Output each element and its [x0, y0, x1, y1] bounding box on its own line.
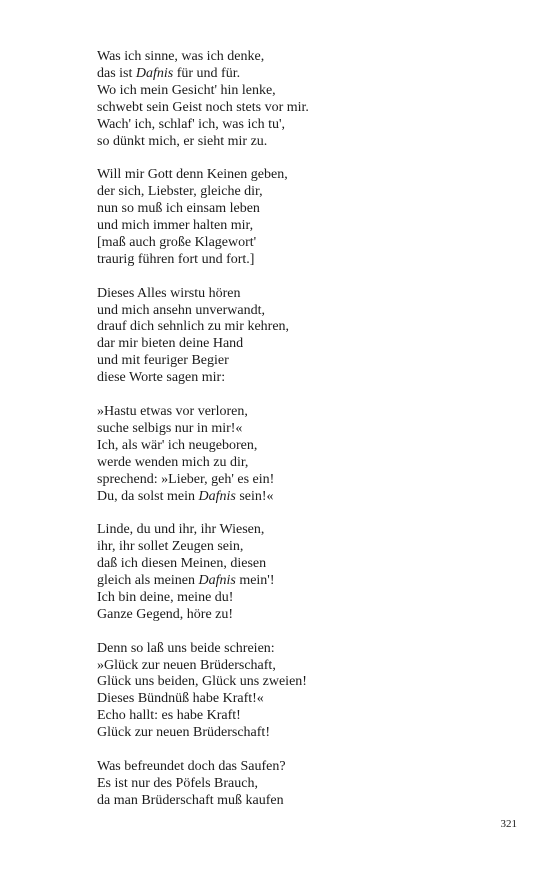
line-segment: Glück uns beiden, Glück uns zweien! — [97, 674, 307, 690]
line-segment: Ganze Gegend, höre zu! — [97, 606, 234, 622]
line-segment: Echo hallt: es habe Kraft! — [97, 708, 241, 724]
poem-line — [97, 455, 517, 472]
line-segment: für und für. — [173, 65, 241, 81]
line-segment: mein'! — [235, 573, 275, 589]
line-segment: Du, da solst mein — [97, 488, 199, 504]
poem-line — [97, 607, 517, 624]
line-segment: Will mir Gott denn Keinen geben, — [97, 167, 288, 183]
poem-line — [97, 100, 517, 117]
line-segment: Ich, als wär' ich neugeboren, — [97, 437, 258, 453]
line-segment: [maß auch große Klagewort' — [97, 234, 257, 250]
stanza — [97, 641, 517, 742]
italic-name: Dafnis — [135, 65, 174, 81]
line-segment: »Hastu etwas vor verloren, — [97, 403, 248, 419]
line-segment: Wach' ich, schlaf' ich, was ich tu', — [97, 116, 285, 132]
line-segment: Glück zur neuen Brüderschaft! — [97, 725, 270, 741]
line-segment: schwebt sein Geist noch stets vor mir. — [97, 99, 309, 115]
poem-line — [97, 438, 517, 455]
stanza — [97, 167, 517, 268]
italic-name: Dafnis — [198, 488, 236, 504]
poem-line — [97, 472, 517, 489]
poem-line — [97, 201, 517, 218]
poem-line — [97, 759, 517, 776]
poem-line — [97, 489, 517, 506]
poem-line — [97, 218, 517, 235]
poem-line — [97, 674, 517, 691]
poem-line — [97, 252, 517, 269]
line-segment: traurig führen fort und fort.] — [97, 251, 255, 267]
poem-line — [97, 286, 517, 303]
line-segment: der sich, Liebster, gleiche dir, — [97, 184, 263, 200]
poem-line — [97, 691, 517, 708]
stanza — [97, 286, 517, 387]
poem-line — [97, 404, 517, 421]
poem-line — [97, 303, 517, 320]
stanza — [97, 404, 517, 505]
poem-line — [97, 776, 517, 793]
poem-line — [97, 708, 517, 725]
poem-line — [97, 573, 517, 590]
poem-line — [97, 641, 517, 658]
poem-line — [97, 184, 517, 201]
poem-line — [97, 117, 517, 134]
poem-text — [97, 49, 517, 810]
line-segment: Dieses Bündnüß habe Kraft!« — [97, 691, 264, 707]
line-segment: da man Brüderschaft muß kaufen — [97, 792, 284, 808]
poem-line — [97, 235, 517, 252]
line-segment: drauf dich sehnlich zu mir kehren, — [97, 319, 290, 335]
line-segment: nun so muß ich einsam leben — [97, 201, 260, 217]
poem-line — [97, 556, 517, 573]
poem-line — [97, 167, 517, 184]
line-segment: suche selbigs nur in mir!« — [97, 420, 243, 436]
poem-line — [97, 725, 517, 742]
poem-line — [97, 793, 517, 810]
line-segment: so dünkt mich, er sieht mir zu. — [97, 133, 268, 149]
line-segment: Ich bin deine, meine du! — [97, 589, 234, 605]
stanza — [97, 49, 517, 150]
poem-line — [97, 319, 517, 336]
line-segment: Was befreundet doch das Saufen? — [97, 758, 286, 774]
line-segment: ihr, ihr sollet Zeugen sein, — [97, 539, 244, 555]
poem-line — [97, 134, 517, 151]
italic-name: Dafnis — [198, 573, 236, 589]
poem-line — [97, 336, 517, 353]
line-segment: und mich immer halten mir, — [97, 218, 254, 234]
poem-line — [97, 353, 517, 370]
line-segment: und mit feuriger Begier — [97, 353, 229, 369]
poem-line — [97, 49, 517, 66]
line-segment: sein!« — [235, 488, 274, 504]
line-segment: werde wenden mich zu dir, — [97, 454, 249, 470]
poem-line — [97, 83, 517, 100]
line-segment: dar mir bieten deine Hand — [97, 336, 244, 352]
line-segment: und mich ansehn unverwandt, — [97, 302, 265, 318]
poem-line — [97, 658, 517, 675]
poem-line — [97, 539, 517, 556]
stanza — [97, 759, 517, 810]
line-segment: Wo ich mein Gesicht' hin lenke, — [97, 82, 276, 98]
page-number: 321 — [500, 818, 517, 830]
poem-line — [97, 421, 517, 438]
line-segment: gleich als meinen — [97, 573, 199, 589]
line-segment: Denn so laß uns beide schreien: — [97, 640, 275, 656]
poem-line — [97, 370, 517, 387]
poem-line — [97, 66, 517, 83]
line-segment: diese Worte sagen mir: — [97, 370, 226, 386]
line-segment: »Glück zur neuen Brüderschaft, — [97, 657, 276, 673]
stanza — [97, 522, 517, 623]
line-segment: das ist — [97, 65, 136, 81]
line-segment: Linde, du und ihr, ihr Wiesen, — [97, 522, 265, 538]
line-segment: Es ist nur des Pöfels Brauch, — [97, 775, 258, 791]
line-segment: Dieses Alles wirstu hören — [97, 285, 241, 301]
line-segment: Was ich sinne, was ich denke, — [97, 49, 265, 64]
line-segment: daß ich diesen Meinen, diesen — [97, 556, 267, 572]
line-segment: sprechend: »Lieber, geh' es ein! — [97, 471, 275, 487]
poem-line — [97, 590, 517, 607]
poem-line — [97, 522, 517, 539]
